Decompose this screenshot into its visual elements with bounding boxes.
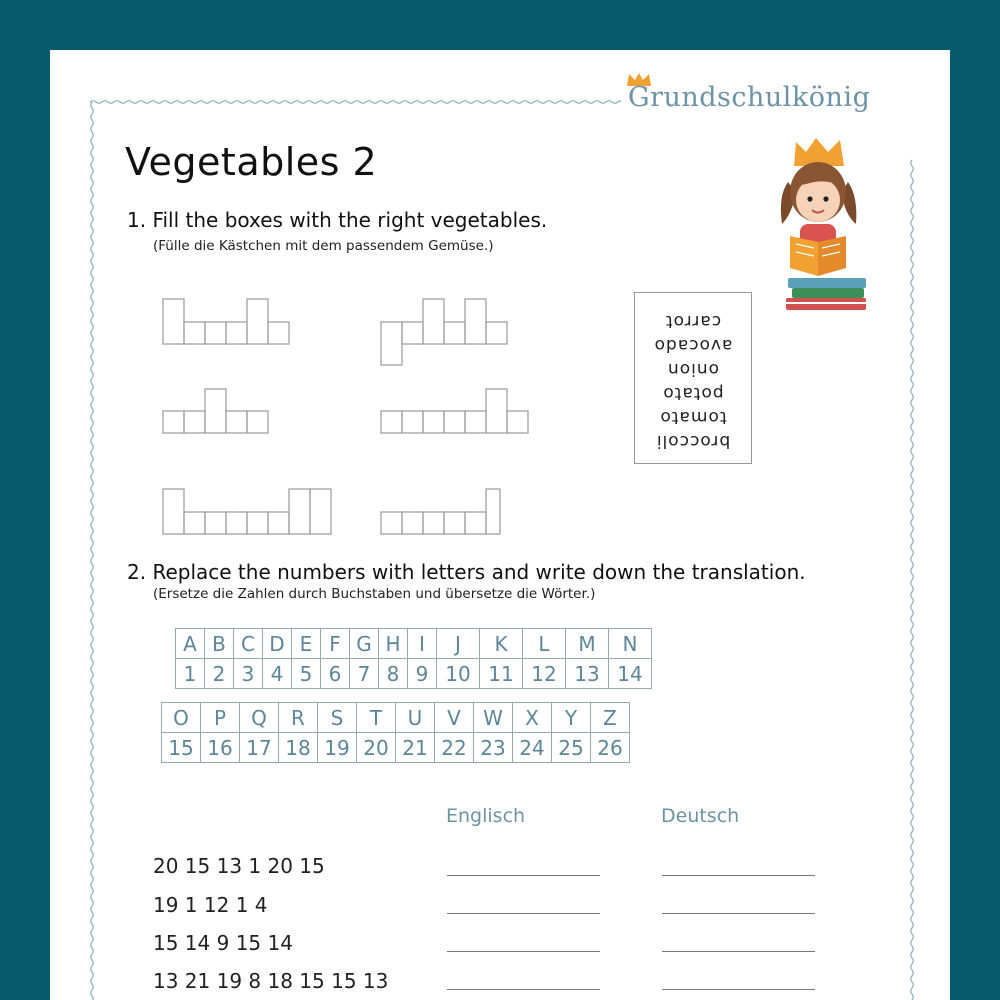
code-letter: P	[201, 703, 240, 733]
code-letter: T	[357, 703, 396, 733]
crossword-grid-6	[380, 488, 510, 538]
code-letter: W	[474, 703, 513, 733]
code-number: 8	[379, 659, 408, 689]
crossword-grid-2	[380, 298, 520, 368]
code-number: 11	[480, 659, 523, 689]
worksheet-title: Vegetables 2	[125, 140, 378, 184]
code-letter: V	[435, 703, 474, 733]
code-number: 15	[162, 733, 201, 763]
code-number: 23	[474, 733, 513, 763]
crossword-grid-5	[162, 488, 342, 538]
code-number: 9	[408, 659, 437, 689]
task-2-number: 2.	[127, 560, 147, 584]
code-letter: F	[321, 629, 350, 659]
code-number: 2	[205, 659, 234, 689]
code-letter: Z	[591, 703, 630, 733]
task-1-instruction	[127, 208, 547, 232]
task-2-instruction-german: (Ersetze die Zahlen durch Buchstaben und übersetze die Wörter.)	[153, 586, 596, 602]
column-header-english: Englisch	[446, 805, 526, 827]
code-number: 14	[609, 659, 652, 689]
code-number: 24	[513, 733, 552, 763]
code-letter: H	[379, 629, 408, 659]
code-letter: I	[408, 629, 437, 659]
answer-line-german[interactable]	[662, 913, 815, 914]
word-bank-item: potato	[662, 383, 724, 403]
word-bank-item: onion	[666, 359, 720, 379]
code-numbers-row	[176, 659, 652, 689]
word-bank-item: broccoli	[655, 431, 731, 451]
worksheet-page	[50, 50, 950, 1000]
code-number: 7	[350, 659, 379, 689]
crossword-grid-1	[162, 298, 302, 358]
code-number: 1	[176, 659, 205, 689]
task-1-text: Fill the boxes with the right vegetables.	[152, 208, 548, 232]
code-number: 19	[318, 733, 357, 763]
answer-line-german[interactable]	[662, 989, 815, 990]
answer-line-english[interactable]	[447, 875, 600, 876]
code-table-o-z	[161, 702, 630, 763]
answer-line-german[interactable]	[662, 951, 815, 952]
code-letter: R	[279, 703, 318, 733]
code-number: 22	[435, 733, 474, 763]
code-letter: S	[318, 703, 357, 733]
code-number: 4	[263, 659, 292, 689]
task-1-instruction-german: (Fülle die Kästchen mit dem passendem Gemüse.)	[153, 238, 494, 254]
code-number: 12	[523, 659, 566, 689]
code-letter: C	[234, 629, 263, 659]
answer-line-english[interactable]	[447, 989, 600, 990]
code-number: 20	[357, 733, 396, 763]
girl-reading-illustration-icon	[766, 136, 870, 316]
code-letter: E	[292, 629, 321, 659]
code-number: 26	[591, 733, 630, 763]
code-number: 3	[234, 659, 263, 689]
code-letter: X	[513, 703, 552, 733]
task-2-instruction	[127, 560, 806, 584]
answer-line-english[interactable]	[447, 913, 600, 914]
code-letter: Y	[552, 703, 591, 733]
code-letters-row	[162, 703, 630, 733]
task-1-number: 1.	[127, 208, 147, 232]
code-table-a-n	[175, 628, 652, 689]
code-puzzle: 19 1 12 1 4	[153, 893, 268, 917]
crossword-grid-4	[380, 388, 536, 438]
code-number: 13	[566, 659, 609, 689]
code-letter: D	[263, 629, 292, 659]
code-number: 17	[240, 733, 279, 763]
column-header-german: Deutsch	[661, 805, 740, 827]
answer-line-english[interactable]	[447, 951, 600, 952]
code-number: 10	[437, 659, 480, 689]
brand-logo-text: Grundschulkönig	[628, 82, 871, 113]
crossword-grid-3	[162, 388, 274, 438]
code-letter: J	[437, 629, 480, 659]
code-number: 18	[279, 733, 318, 763]
word-bank-item: avocado	[653, 335, 733, 355]
code-letter: K	[480, 629, 523, 659]
code-number: 25	[552, 733, 591, 763]
code-letter: G	[350, 629, 379, 659]
code-puzzle: 15 14 9 15 14	[153, 931, 293, 955]
code-puzzle: 20 15 13 1 20 15	[153, 854, 325, 878]
code-number: 16	[201, 733, 240, 763]
word-bank	[634, 292, 752, 464]
code-number: 6	[321, 659, 350, 689]
word-bank-item: carrot	[664, 311, 722, 331]
code-number: 5	[292, 659, 321, 689]
code-letters-row	[176, 629, 652, 659]
code-letter: M	[566, 629, 609, 659]
word-bank-item: tomato	[659, 407, 727, 427]
code-letter: U	[396, 703, 435, 733]
code-letter: B	[205, 629, 234, 659]
task-2-text: Replace the numbers with letters and write down the translation.	[152, 560, 806, 584]
answer-line-german[interactable]	[662, 875, 815, 876]
code-letter: A	[176, 629, 205, 659]
code-letter: Q	[240, 703, 279, 733]
code-puzzle: 13 21 19 8 18 15 15 13	[153, 969, 389, 993]
code-number: 21	[396, 733, 435, 763]
code-letter: N	[609, 629, 652, 659]
code-letter: O	[162, 703, 201, 733]
code-numbers-row	[162, 733, 630, 763]
code-letter: L	[523, 629, 566, 659]
